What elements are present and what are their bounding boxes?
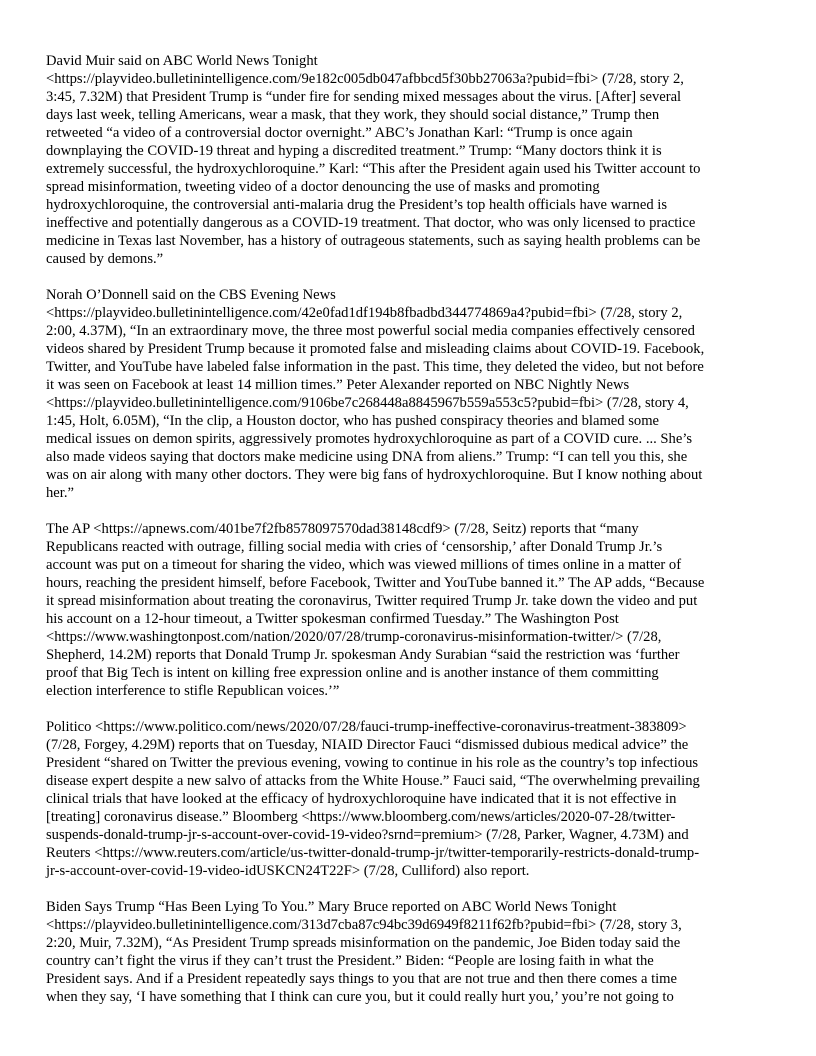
paragraph-politico-report: Politico <https://www.politico.com/news/2020/07/28/fauci-trump-ineffective-coronavirus-treatment-383809> (7/28, Forgey, 4.29M) reports that on Tuesday, NIAID Director Fauci “dismissed dubious medical advice” the President “shared on Twitter the previous evening, vowing to continue in his role as the country’s top infectious disease expert despite a new salvo of attacks from the White House.” Fauci said, “The overwhelming prevailing clinical trials that have looked at the efficacy of hydroxychloroquine have indicated that it is not effective in [treating] coronavirus disease.” Bloomberg <https://www.bloomberg.com/news/articles/2020-07-28/twitter- suspends-donald-trump-jr-s-account-over-covid-19-video?srnd=premium> (7/28, Parker, Wagner, 4.73M) and Reuters <https://www.reuters.com/article/us-twitter-donald-trump-jr/twitter-temporarily-restricts-donald-trump- jr-s-account-over-covid-19-video-idUSKCN24T22F> (7/28, Culliford) also report. xyxy=(46,719,700,879)
paragraph-biden-abc: Biden Says Trump “Has Been Lying To You.” Mary Bruce reported on ABC World News Tonight <https://playvideo.bulletinintelligence.com/313d7cba87c94bc39d6949f8211f62fb?pubid=fbi> (7/28, story 3, 2:20, Muir, 7.32M), “As President Trump spreads misinformation on the pandemic, Joe Biden today said the country can’t fight the virus if they can’t trust the President.” Biden: “People are losing faith in what the President says. And if a President repeatedly says things to you that are not true and then there comes a time when they say, ‘I have something that I think can cure you, but it could really hurt you,’ you’re not going to xyxy=(46,899,682,1005)
paragraph-odonnell-cbs: Norah O’Donnell said on the CBS Evening News <https://playvideo.bulletinintelligence.com/42e0fad1df194b8fbadbd344774869a4?pubid=fbi> (7/28, story 2, 2:00, 4.37M), “In an extraordinary move, the three most powerful social media companies effectively censored videos shared by President Trump because it promoted false and misleading claims about COVID-19. Facebook, Twitter, and YouTube have labeled false information in the past. This time, they deleted the video, but not before it was seen on Facebook at least 14 million times.” Peter Alexander reported on NBC Nightly News <https://playvideo.bulletinintelligence.com/9106be7c268448a8845967b559a553c5?pubid=fbi> (7/28, story 4, 1:45, Holt, 6.05M), “In the clip, a Houston doctor, who has pushed conspiracy theories and blamed some medical issues on demon spirits, aggressively promotes hydroxychloroquine as part of a COVID cure. ... She’s also made videos saying that doctors make medicine using DNA from aliens.” Trump: “I can tell you this, she was on air along with many other doctors. They were big fans of hydroxychloroquine. But I know nothing about her.” xyxy=(46,287,705,501)
paragraph-muir-abc: David Muir said on ABC World News Tonight <https://playvideo.bulletinintelligence.com/9e182c005db047afbbcd5f30bb27063a?pubid=fbi> (7/28, story 2, 3:45, 7.32M) that President Trump is “under fire for sending mixed messages about the virus. [After] several days last week, telling Americans, wear a mask, that they work, they should social distance,” Trump then retweeted “a video of a controversial doctor overnight.” ABC’s Jonathan Karl: “Trump is once again downplaying the COVID-19 threat and hyping a discredited treatment.” Trump: “Many doctors think it is extremely successful, the hydroxychloroquine.” Karl: “This after the President again used his Twitter account to spread misinformation, tweeting video of a doctor denouncing the use of masks and promoting hydroxychloroquine, the controversial anti-malaria drug the President’s top health officials have warned is ineffective and potentially dangerous as a COVID-19 treatment. That doctor, who was only licensed to practice medicine in Texas last November, has a history of outrageous statements, such as saying health problems can be caused by demons.” xyxy=(46,53,701,267)
document-page xyxy=(46,52,774,1024)
paragraph-ap-report: The AP <https://apnews.com/401be7f2fb8578097570dad38148cdf9> (7/28, Seitz) reports that “many Republicans reacted with outrage, filling social media with cries of ‘censorship,’ after Donald Trump Jr.’s account was put on a timeout for sharing the video, which was viewed millions of times online in a matter of hours, reaching the president himself, before Facebook, Twitter and YouTube banned it.” The AP adds, “Because it spread misinformation about treating the coronavirus, Twitter required Trump Jr. take down the video and put his account on a 12-hour timeout, a Twitter spokesman confirmed Tuesday.” The Washington Post <https://www.washingtonpost.com/nation/2020/07/28/trump-coronavirus-misinformation-twitter/> (7/28, Shepherd, 14.2M) reports that Donald Trump Jr. spokesman Andy Surabian “said the restriction was ‘further proof that Big Tech is intent on killing free expression online and is another instance of them committing election interference to stifle Republican voices.’” xyxy=(46,521,705,699)
